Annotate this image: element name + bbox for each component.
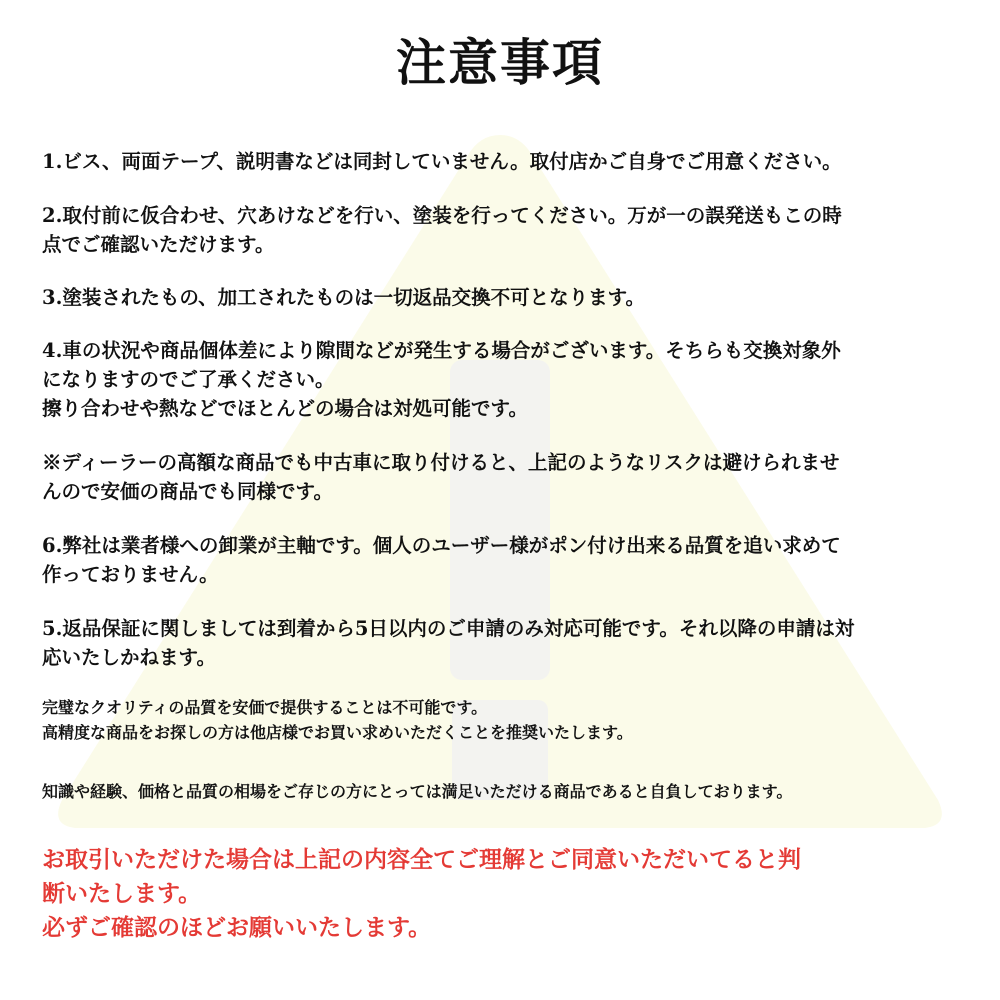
note-5 <box>42 614 977 672</box>
note-line: になりますのでご了承ください。 <box>42 368 335 391</box>
note-line: ※ディーラーの高額な商品でも中古車に取り付けると、上記のようなリスクは避けられませ <box>42 451 840 474</box>
note-line: 5.返品保証に関しましては到着から5日以内のご申請のみ対応可能です。それ以降の申請は対 <box>42 617 855 640</box>
note-line: 2.取付前に仮合わせ、穴あけなどを行い、塗装を行ってください。万が一の誤発送もこの時 <box>42 204 842 227</box>
note-line: んので安価の商品でも同様です。 <box>42 480 333 503</box>
note-line: 1.ビス、両面テープ、説明書などは同封していません。取付店かご自身でご用意ください。 <box>42 150 842 173</box>
note-line: 点でご確認いただけます。 <box>42 233 275 256</box>
note-line: 作っておりません。 <box>42 563 219 586</box>
dealer-note <box>42 448 977 506</box>
note-line: 完璧なクオリティの品質を安価で提供することは不可能です。 <box>42 698 488 717</box>
note-line: 4.車の状況や商品個体差により隙間などが発生する場合がございます。そちらも交換対象外 <box>42 339 841 362</box>
note-line: 擦り合わせや熱などでほとんどの場合は対処可能です。 <box>42 397 528 420</box>
note-line: 6.弊社は業者様への卸業が主軸です。個人のユーザー様がポン付け出来る品質を追い求めて <box>42 534 841 557</box>
note-2 <box>42 201 977 259</box>
note-1 <box>42 147 977 176</box>
quality-note <box>42 695 977 745</box>
note-4 <box>42 336 977 423</box>
closing-notice <box>42 843 977 945</box>
note-6 <box>42 531 977 589</box>
note-line: 3.塗装されたもの、加工されたものは一切返品交換不可となります。 <box>42 286 646 309</box>
note-line: 知識や経験、価格と品質の相場をご存じの方にとっては満足いただける商品であると自負しております。 <box>42 782 793 801</box>
note-line: 応いたしかねます。 <box>42 646 216 669</box>
confidence-note <box>42 779 977 804</box>
closing-line: お取引いただけた場合は上記の内容全てご理解とご同意いただいてると判 <box>42 846 801 873</box>
note-line: 高精度な商品をお探しの方は他店様でお買い求めいただくことを推奨いたします。 <box>42 723 633 742</box>
closing-line: 必ずご確認のほどお願いいたします。 <box>42 914 432 941</box>
note-3 <box>42 283 977 312</box>
page-title: 注意事項 <box>396 33 604 92</box>
closing-line: 断いたします。 <box>42 880 202 907</box>
